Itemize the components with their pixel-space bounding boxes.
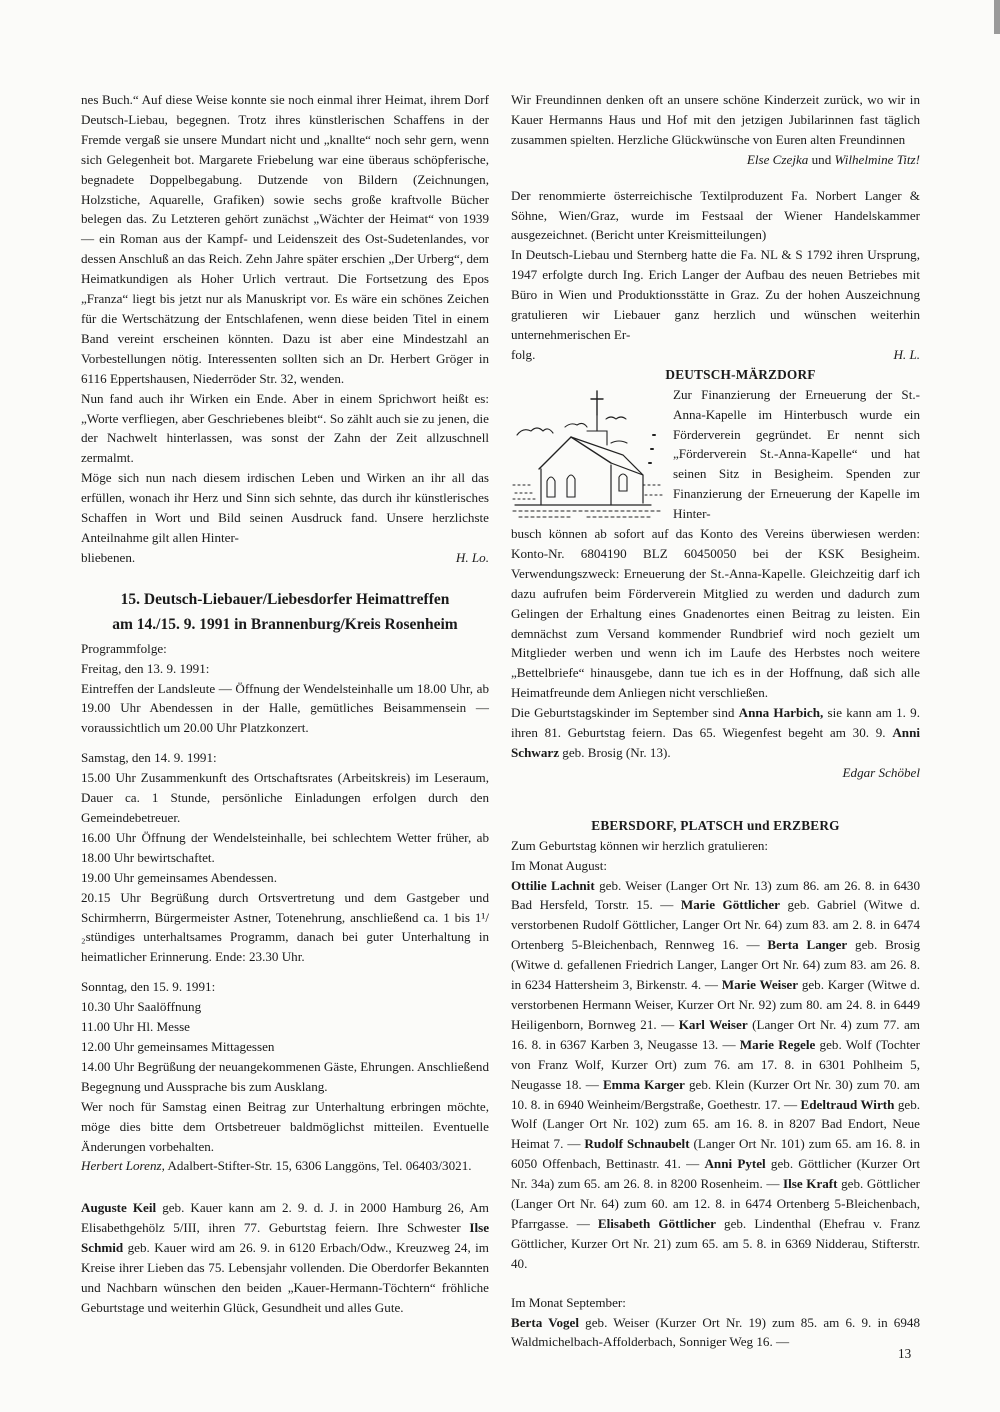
saturday-item: 20.15 Uhr Begrüßung durch Ortsvertretung und dem Gastgeber und Schirmherrn, Bürgermeister Astner, Totenehrung, anschließend ca. 1 bis 1¹/₂stündiges unterhaltsames Programm, danach bei guter Unterhaltung in heimatlicher Erinnerung. Ende: 23.30 Uhr. bbox=[81, 889, 489, 965]
scan-edge-mark bbox=[994, 0, 1000, 34]
langer-signature-line bbox=[511, 345, 920, 365]
maerzdorf-heading: DEUTSCH-MÄRZDORF bbox=[665, 366, 816, 382]
left-column bbox=[81, 90, 489, 1318]
langer-paragraph-2: In Deutsch-Liebau und Sternberg hatte die Fa. NL & S 1792 ihren Ursprung, 1947 erfolgte durch Ing. Erich Langer der Aufbau des neuen Betriebes mit Büro in Wien und Produktionsstätte in Graz. Zu der hohen Auszeichnung gratulieren wir Liebauer ganz herzlich und wünschen weiterhin unternehmerischen Er- bbox=[511, 247, 920, 342]
program-note: Wer noch für Samstag einen Beitrag zur Unterhaltung erbringen möchte, möge dies bitte dem Ortsbetreuer baldmöglichst mitteilen. Eventuelle Änderungen vorbehalten. bbox=[81, 1098, 489, 1154]
signature-conjunction: und bbox=[808, 151, 835, 167]
person-name: Berta Vogel bbox=[511, 1314, 579, 1330]
signature-name: Wilhelmine Titz! bbox=[834, 151, 920, 167]
langer-last-word: folg. bbox=[511, 346, 536, 362]
person-name: Anni Schwarz bbox=[511, 725, 920, 760]
keil-text-2: geb. Kauer wird am 26. 9. in 6120 Erbach/Odw., Kreuzweg 24, im Kreise ihrer Lieben das 75. Lebensjahr vollenden. Die Oberdorfer Bekannten und Nachbarn wünschen den beiden „Kauer-Hermann-Töchtern“ fröhliche Geburtstage und weiterhin Glück, Gesundheit und alles Gute. bbox=[81, 1240, 489, 1315]
cloud-line bbox=[565, 423, 587, 427]
cloud-line bbox=[517, 428, 553, 435]
bday-text: geb. Brosig (Nr. 13). bbox=[559, 745, 671, 760]
freundinnen-signature bbox=[511, 150, 920, 170]
person-name: Rudolf Schnaubelt bbox=[584, 1136, 690, 1152]
roof-line bbox=[539, 437, 611, 469]
programm-label: Programmfolge: bbox=[81, 640, 167, 656]
contact-address: Adalbert-Stifter-Str. 15, 6306 Langgöns, Tel. 06403/3021. bbox=[164, 1158, 472, 1174]
person-name: Anna Harbich, bbox=[738, 705, 824, 721]
page-number: 13 bbox=[898, 1346, 912, 1361]
person-name: Marie Göttlicher bbox=[680, 897, 780, 913]
person-name: Ilse Schmid bbox=[81, 1220, 489, 1256]
cross-mark bbox=[591, 391, 603, 415]
friday-text: Eintreffen der Landsleute — Öffnung der Wendelsteinhalle um 18.00 Uhr, ab 19.00 Uhr Abendessen in der Halle, gemütliches Beisammensein — voraussichtlich um 20.00 Uhr Platzkonzert. bbox=[81, 680, 489, 736]
obituary-paragraph-1: nes Buch.“ Auf diese Weise konnte sie noch einmal ihrer Heimat, ihrem Dorf Deutsch-Liebau, begegnen. Trotz ihres künstlerischen Schaffens in der Fremde vergaß sie unsere Mundart nicht und „knallte“ noch sehr gern, wenn sich Gelegenheit bot. Margarete Friebelung war eine überaus schöpferische, begnadete Doppelbegabung. Dutzende von Bildern (Zeichnungen, Holzstiche, Aquarelle, Grafiken) sowie sechs große kraftvolle Bücher belegen das. Zu Letzteren gehört zunächst „Wächter der Heimat“ von 1939 — ein Roman aus der Kampf- und Leidenszeit des Ost-Sudetenlandes, vor dessen Anschluß an das Reich. Zehn Jahre später erschien „Der Urberg“, dem Heimatkundigen als Hoher Urlich vertraut. Die Fortsetzung des Epos „Franza“ liegt bis jetzt nur als Manuskript vor. Es wäre ein schönes Zeichen für die Wertschätzung der Entschlafenen, wenn diese beiden Titel in einem Band vereint erscheinen könnten. Dazu ist aber eine Mindestzahl an Vorbestellungen nötig. Interessenten sollten sich an Dr. Herbert Gröger in 6116 Eppertshausen, Niederröder Str. 32, wenden. bbox=[81, 92, 489, 386]
langer-paragraph-1: Der renommierte österreichische Textilproduzent Fa. Norbert Langer & Söhne, Wien/Graz, wurde im Festsaal der Wiener Handelskammer ausgezeichnet. (Bericht unter Kreismitteilungen) bbox=[511, 187, 920, 243]
august-birthday-list bbox=[511, 876, 920, 1274]
bday-text: sie kann am 1. 9. ihren 81. Geburtstag feiern. Das 65. Wiegenfest begeht am 30. 9. bbox=[511, 705, 920, 741]
sunday-item: 11.00 Uhr Hl. Messe bbox=[81, 1019, 190, 1035]
obituary-last-word: bliebenen. bbox=[81, 549, 136, 565]
entry-text: geb. Lindenthal (Ehefrau v. Franz Göttlicher, Kurzer Ort Nr. 21) zum 65. am 5. 8. in 6369 Nidderau, Stifterstr. 40. bbox=[511, 1215, 920, 1271]
month-august-label: Im Monat August: bbox=[511, 857, 608, 873]
heimattreffen-title-line-1: 15. Deutsch-Liebauer/Liebesdorfer Heimattreffen bbox=[120, 590, 450, 608]
friday-date: Freitag, den 13. 9. 1991: bbox=[81, 660, 210, 676]
entry-text: geb. Karger (Witwe d. verstorbenen Hermann Weiser, Kurzer Ort Nr. 92) zum 80. am 24. 8. in 6449 Heiligenborn, Bornweg 21. — bbox=[511, 977, 920, 1032]
entry-text: geb. Wolf (Langer Ort Nr. 102) zum 65. am 16. 8. in 8207 Bad Endort, Neue Heimat 7. — bbox=[511, 1096, 921, 1152]
entry-text: geb. Weiser (Kurzer Ort Nr. 19) zum 85. am 6. 9. in 6948 Waldmichelbach-Affolderbach, Sonniger Weg 16. — bbox=[511, 1314, 920, 1350]
saturday-item: 15.00 Uhr Zusammenkunft des Ortschaftsrates (Arbeitskreis) im Leseraum, Dauer ca. 1 Stunde, persönliche Einladungen erfolgen durch den Gemeindebetreuer. bbox=[81, 770, 489, 825]
person-name: Marie Weiser bbox=[721, 977, 799, 993]
entry-text: geb. Göttlicher (Langer Ort Nr. 64) zum 60. am 12. 8. in 6474 Ortenberg 5-Bleichenbach, Pfarrgasse. — bbox=[511, 1176, 921, 1231]
entry-text: geb. Brosig (Witwe d. gefallenen Friedrich Langer, Langer Ort Nr. 64) zum 83. am 26. 8. in 6234 Hattersheim 3, Birkenstr. 4. — bbox=[511, 937, 920, 993]
person-name: Marie Regele bbox=[739, 1036, 816, 1052]
right-column bbox=[511, 90, 920, 1352]
sunday-item: 10.30 Uhr Saalöffnung bbox=[81, 999, 202, 1015]
saturday-item: 19.00 Uhr gemeinsames Abendessen. bbox=[81, 869, 278, 885]
maerzdorf-birthdays bbox=[511, 703, 920, 763]
maerzdorf-intro-block bbox=[511, 385, 920, 524]
cloud-line bbox=[611, 441, 627, 443]
entry-text: geb. Wolf (Tochter von Franz Wolf, Kurzer Ort) zum 76. am 17. 8. in 6301 Pohlheim 5, Neugasse 18. — bbox=[511, 1036, 921, 1092]
month-september-label: Im Monat September: bbox=[511, 1294, 626, 1310]
person-name: Ilse Kraft bbox=[783, 1176, 838, 1192]
entry-text: geb. Klein (Kurzer Ort Nr. 30) zum 70. am 10. 8. in 6940 Weinheim/Bergstraße, Goethestr. 17. — bbox=[511, 1076, 920, 1112]
person-name: Emma Karger bbox=[602, 1076, 685, 1092]
ebersdorf-intro: Zum Geburtstag können wir herzlich gratulieren: bbox=[511, 837, 769, 853]
obituary-signature-line bbox=[81, 548, 489, 568]
saturday-date: Samstag, den 14. 9. 1991: bbox=[81, 750, 217, 766]
person-name: Auguste Keil bbox=[81, 1200, 157, 1216]
keil-birthday-paragraph bbox=[81, 1198, 489, 1317]
maerzdorf-body: busch können ab sofort auf das Konto des Vereins überwiesen werden: Konto-Nr. 6804190 BLZ 60450050 bei der KSK Besigheim. Verwendungszweck: Erneuerung der St.-Anna-Kapelle. Gleichzeitig darf ich dazu aufrufen beim Förderverein Mitglied zu werden und dadurch zum Gelingen der Erhaltung eines Gnadenortes einen Beitrag zu leisten. Ein demnächst zum Versand kommender Rundbrief wird noch gezielt um Mitglieder werben und wenn ich im Laufe des Herbstes noch weitere „Bettelbriefe“ hinausgebe, dann tue ich es in der Hoffnung, daß sich alle Heimatfreunde dem Anliegen nicht verschließen. bbox=[511, 526, 920, 701]
person-name: Berta Langer bbox=[767, 937, 848, 953]
chapel-illustration bbox=[511, 385, 669, 523]
entry-text: (Langer Ort Nr. 4) zum 77. am 16. 8. in 6367 Karben 3, Neugasse 13. — bbox=[511, 1016, 920, 1052]
maerzdorf-intro: Zur Finanzierung der Erneuerung der St.-Anna-Kapelle im Hinterbusch wurde ein Förderverein gegründet. Er nennt sich „Förderverein St.-Anna-Kapelle“ und hat seinen Sitz in Besigheim. Spenden zur Finanzierung der Erneuerung der Kapelle im Hinter- bbox=[673, 386, 920, 522]
saturday-item: 16.00 Uhr Öffnung der Wendelsteinhalle, bei schlechtem Wetter früher, ab 18.00 Uhr bewirtschaftet. bbox=[81, 829, 489, 865]
person-name: Karl Weiser bbox=[678, 1016, 748, 1032]
entry-text: (Langer Ort Nr. 101) zum 65. am 16. 8. in 6050 Offenbach, Bettinastr. 41. — bbox=[511, 1136, 920, 1172]
freundinnen-paragraph: Wir Freundinnen denken oft an unsere schöne Kinderzeit zurück, wo wir in Kauer Hermanns Haus und Hof mit den jetzigen Jubilarinnen fast täglich zusammen spielten. Herzliche Glückwünsche von Euren alten Freundinnen bbox=[511, 92, 920, 147]
heimattreffen-title-line-2: am 14./15. 9. 1991 in Brannenburg/Kreis Rosenheim bbox=[112, 615, 458, 633]
bday-text: Die Geburtstagskinder im September sind bbox=[511, 705, 739, 721]
sunday-item: 14.00 Uhr Begrüßung der neuangekommenen Gäste, Ehrungen. Anschließend Begegnung und Aussprache bis zum Ausklang. bbox=[81, 1058, 489, 1094]
sunday-date: Sonntag, den 15. 9. 1991: bbox=[81, 979, 216, 995]
entry-text: geb. Göttlicher (Kurzer Ort Nr. 34a) zum 65. am 26. 8. in 8200 Rosenheim. — bbox=[511, 1156, 920, 1192]
sunday-item: 12.00 Uhr gemeinsames Mittagessen bbox=[81, 1038, 275, 1054]
person-name: Edeltraud Wirth bbox=[800, 1096, 895, 1112]
person-name: Ottilie Lachnit bbox=[511, 877, 595, 893]
obituary-signature: H. Lo. bbox=[455, 549, 489, 565]
person-name: Elisabeth Göttlicher bbox=[597, 1215, 716, 1231]
obituary-paragraph-2: Nun fand auch ihr Wirken ein Ende. Aber in einem Sprichwort heißt es: „Worte verfliegen, aber Geschriebenes bleibt“. So zählt auch sie zu jenen, die der Nachwelt hinterlassen, was sonst der Zahn der Zeit allzuschnell zermalmt. bbox=[81, 390, 489, 466]
keil-text-1: geb. Kauer kann am 2. 9. d. J. in 2000 Hamburg 26, Am Elisabethgehölz 5/III, ihren 77. Geburtstag feiern. Ihre Schwester bbox=[81, 1200, 489, 1236]
signature-name: Else Czejka bbox=[746, 151, 809, 167]
obituary-paragraph-3: Möge sich nun nach diesem irdischen Leben und Wirken an ihr all das erfüllen, wonach ihr Herz und Sinn sich sehnte, das durch ihr künstlerisches Schaffen in Wort und Bild seinen Ausdruck fand. Unsere herzlichste Anteilnahme gilt allen Hinter- bbox=[81, 470, 489, 545]
person-name: Anni Pytel bbox=[704, 1156, 766, 1172]
september-birthday-entry bbox=[511, 1313, 920, 1353]
entry-text: geb. Gabriel (Witwe d. verstorbenen Rudolf Göttlicher, Langer Ort Nr. 64) zum 83. am 2. 8. in 6474 Ortenberg 5-Bleichenbach, Rennweg 16. — bbox=[511, 897, 920, 953]
langer-signature: H. L. bbox=[893, 346, 920, 362]
entry-text: geb. Weiser (Langer Ort Nr. 13) zum 86. am 26. 8. in 6430 Bad Hersfeld, Torstr. 15. — bbox=[511, 877, 920, 913]
ebersdorf-heading: EBERSDORF, PLATSCH und ERZBERG bbox=[591, 817, 840, 833]
program-contact bbox=[81, 1156, 489, 1176]
contact-name: Herbert Lorenz, bbox=[81, 1158, 165, 1174]
cloud-line bbox=[606, 417, 626, 419]
maerzdorf-signature: Edgar Schöbel bbox=[842, 764, 920, 780]
